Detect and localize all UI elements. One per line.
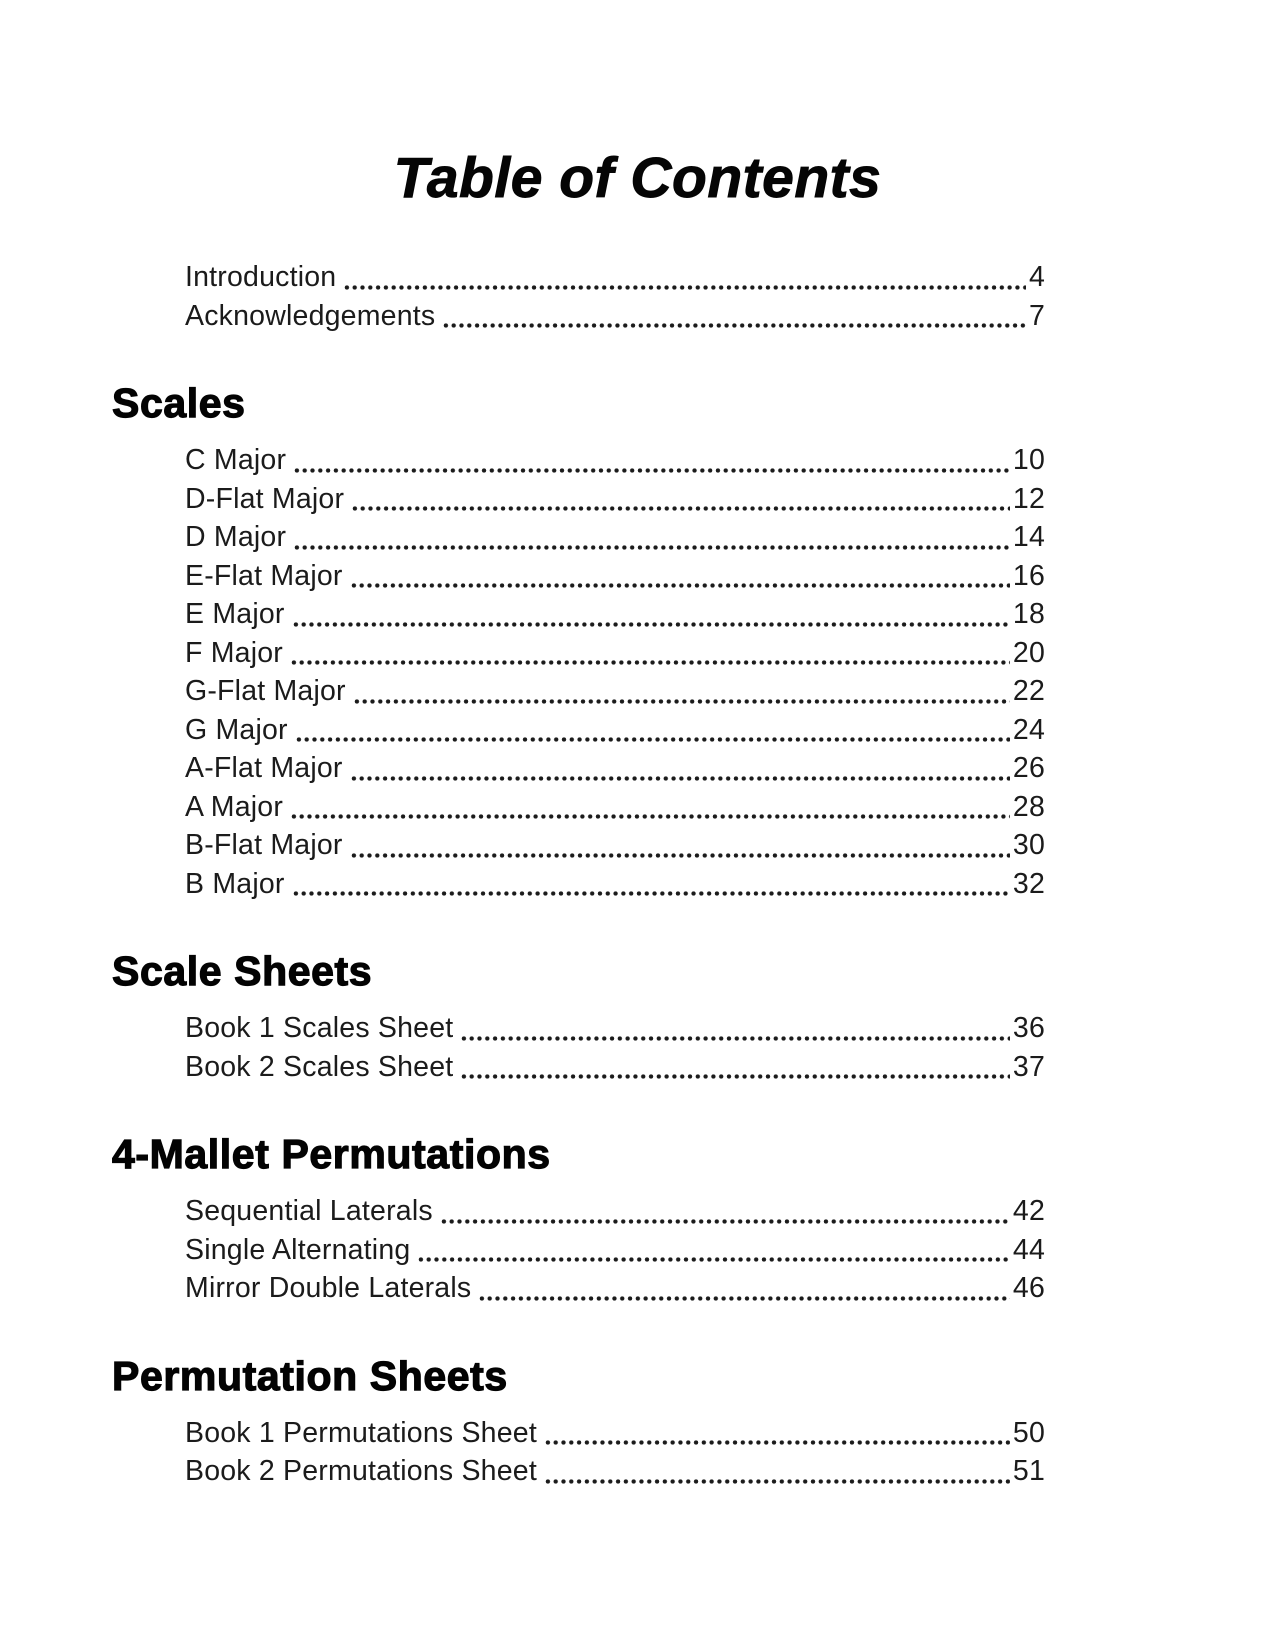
toc-entry-page-number: 51 xyxy=(1012,1455,1045,1487)
toc-entry-page-number: 16 xyxy=(1012,559,1045,592)
section-entry-list xyxy=(112,441,1045,903)
section-entry-list xyxy=(112,1192,1045,1308)
toc-entry-page-number: 42 xyxy=(1012,1195,1045,1227)
toc-entry-page-number: 26 xyxy=(1012,752,1045,784)
section-heading: Scales xyxy=(112,380,246,426)
toc-entry-page-number: 37 xyxy=(1012,1050,1045,1083)
toc-entry-label: Introduction xyxy=(185,261,337,293)
dot-leader xyxy=(343,285,1026,290)
section-heading: Scale Sheets xyxy=(112,948,373,994)
toc-entry-label: Mirror Double Laterals xyxy=(185,1272,472,1304)
toc-entry-page-number: 30 xyxy=(1012,829,1045,861)
toc-entry-page-number: 20 xyxy=(1012,636,1045,669)
toc-entry-label: G Major xyxy=(185,713,288,746)
dot-leader xyxy=(478,1296,1010,1301)
toc-entry-page-number: 32 xyxy=(1012,867,1045,900)
toc-entry-label: Book 1 Permutations Sheet xyxy=(185,1416,537,1449)
dot-leader xyxy=(293,468,1010,473)
toc-entry xyxy=(112,749,1045,788)
toc-entry xyxy=(112,1231,1045,1270)
toc-entry-label: A Major xyxy=(185,790,284,823)
toc-entry-label: E-Flat Major xyxy=(185,559,343,592)
toc-entry-label: D-Flat Major xyxy=(185,482,345,515)
dot-leader xyxy=(290,660,1010,665)
dot-leader xyxy=(353,699,1010,704)
toc-entry xyxy=(112,595,1045,634)
toc-entry xyxy=(112,258,1045,297)
toc-entry-page-number: 46 xyxy=(1012,1272,1045,1304)
toc-entry xyxy=(112,557,1045,596)
toc-entry-label: E Major xyxy=(185,598,285,630)
toc-sections xyxy=(112,377,1045,1491)
toc-entry xyxy=(112,480,1045,519)
toc-entry xyxy=(112,672,1045,711)
toc-entry-label: B Major xyxy=(185,867,285,900)
toc-entry-page-number: 44 xyxy=(1012,1233,1045,1266)
section-entry-list xyxy=(112,1414,1045,1491)
toc-entry-page-number: 36 xyxy=(1012,1012,1045,1044)
toc-entry xyxy=(112,1048,1045,1087)
dot-leader xyxy=(442,323,1026,328)
dot-leader xyxy=(292,622,1010,627)
toc-entry xyxy=(112,1192,1045,1231)
dot-leader xyxy=(292,891,1010,896)
toc-section xyxy=(112,377,1045,903)
toc-entry xyxy=(112,1414,1045,1453)
dot-leader xyxy=(350,853,1010,858)
dot-leader xyxy=(350,583,1010,588)
toc-entry-label: C Major xyxy=(185,444,287,476)
toc-entry-label: Book 1 Scales Sheet xyxy=(185,1012,454,1044)
dot-leader xyxy=(295,737,1010,742)
toc-entry-label: A-Flat Major xyxy=(185,752,343,784)
toc-entry xyxy=(112,788,1045,827)
toc-entry-label: B-Flat Major xyxy=(185,829,343,861)
toc-entry-label: G-Flat Major xyxy=(185,675,346,707)
toc-section xyxy=(112,1350,1045,1491)
toc-entry-page-number: 22 xyxy=(1012,675,1045,707)
toc-entry-label: Acknowledgements xyxy=(185,299,436,332)
toc-entry xyxy=(112,1009,1045,1048)
toc-entry-label: Sequential Laterals xyxy=(185,1195,433,1227)
dot-leader xyxy=(293,545,1010,550)
toc-entry xyxy=(112,1452,1045,1491)
toc-entry-label: Single Alternating xyxy=(185,1233,411,1266)
dot-leader xyxy=(544,1440,1010,1445)
toc-entry-page-number: 50 xyxy=(1012,1416,1045,1449)
toc-entry xyxy=(112,297,1045,336)
front-matter-list xyxy=(112,258,1045,335)
section-heading: 4-Mallet Permutations xyxy=(112,1131,551,1177)
page-title: Table of Contents xyxy=(393,146,882,210)
section-entry-list xyxy=(112,1009,1045,1086)
toc-entry xyxy=(112,441,1045,480)
toc-entry-label: Book 2 Permutations Sheet xyxy=(185,1455,537,1487)
toc-entry-page-number: 18 xyxy=(1012,598,1045,630)
dot-leader xyxy=(351,506,1010,511)
toc-entry-page-number: 28 xyxy=(1012,790,1045,823)
section-heading: Permutation Sheets xyxy=(112,1352,508,1399)
toc-entry-page-number: 24 xyxy=(1012,713,1045,746)
toc-entry xyxy=(112,826,1045,865)
toc-entry-page-number: 14 xyxy=(1012,521,1045,553)
toc-entry-label: F Major xyxy=(185,636,283,669)
toc-entry-label: Book 2 Scales Sheet xyxy=(185,1050,454,1083)
toc-entry xyxy=(112,634,1045,673)
toc-entry xyxy=(112,518,1045,557)
dot-leader xyxy=(460,1036,1010,1041)
toc-entry-label: D Major xyxy=(185,521,287,553)
toc-entry xyxy=(112,711,1045,750)
toc-section xyxy=(112,945,1045,1086)
dot-leader xyxy=(460,1074,1010,1079)
toc-entry-page-number: 10 xyxy=(1012,444,1045,476)
toc-entry-page-number: 4 xyxy=(1028,261,1045,293)
toc-entry xyxy=(112,1269,1045,1308)
toc-entry-page-number: 12 xyxy=(1012,482,1045,515)
dot-leader xyxy=(417,1257,1009,1262)
toc-entry xyxy=(112,865,1045,904)
dot-leader xyxy=(440,1219,1010,1224)
dot-leader xyxy=(350,776,1010,781)
dot-leader xyxy=(544,1479,1010,1484)
toc-entry-page-number: 7 xyxy=(1028,299,1045,332)
toc-section xyxy=(112,1128,1045,1308)
dot-leader xyxy=(290,814,1010,819)
